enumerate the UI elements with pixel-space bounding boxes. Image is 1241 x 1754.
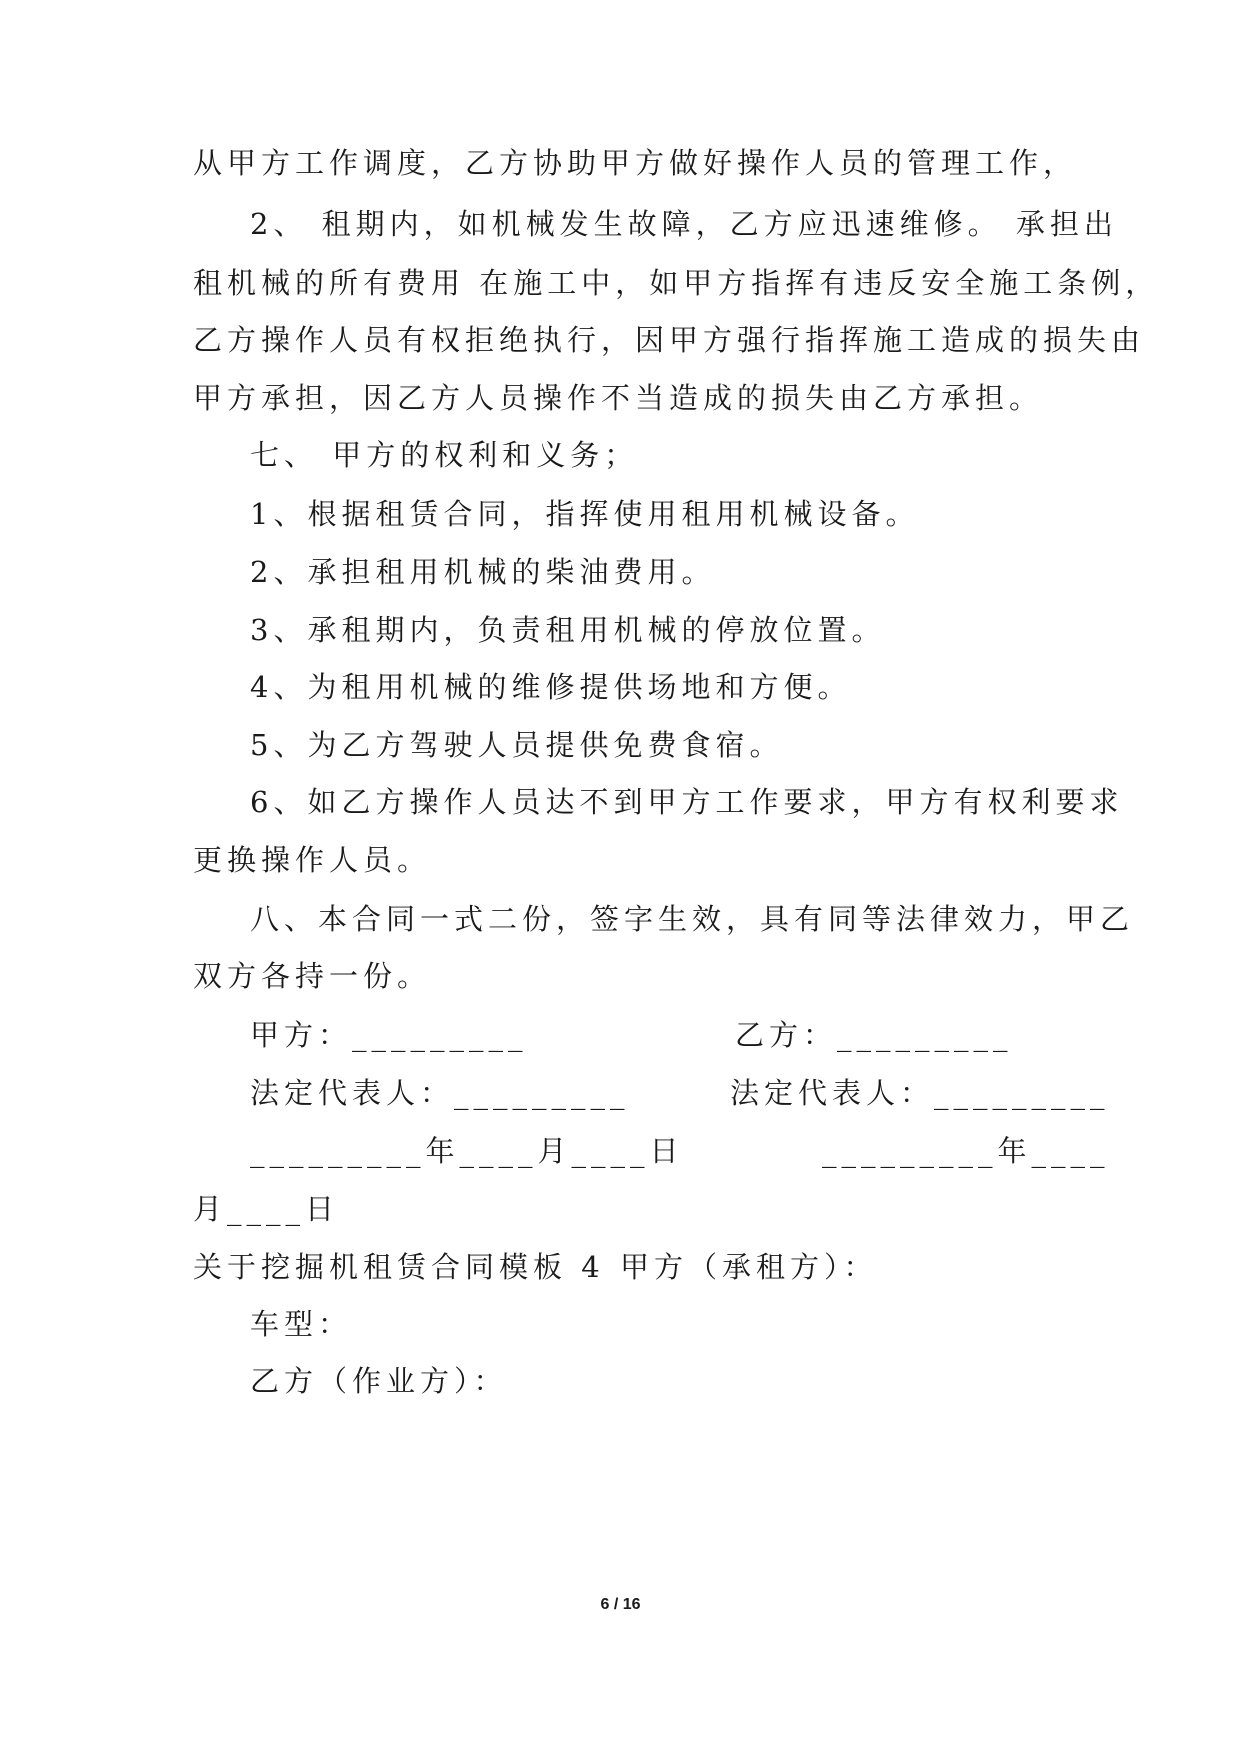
party-b-label: 乙方（作业方）： [250, 1364, 508, 1398]
list-item: 6、如乙方操作人员达不到甲方工作要求，甲方有权利要求 [250, 785, 1124, 819]
party-b-date-continued: 月____日 [193, 1192, 340, 1226]
list-item: 2、承担租用机械的柴油费用。 [250, 555, 716, 589]
list-item: 3、承租期内，负责租用机械的停放位置。 [250, 613, 886, 647]
list-item: 4、为租用机械的维修提供场地和方便。 [250, 670, 852, 704]
section-heading: 七、 甲方的权利和义务； [250, 438, 639, 472]
text-line: 甲方承担，因乙方人员操作不当造成的损失由乙方承担。 [193, 381, 1044, 415]
text-line: 更换操作人员。 [193, 843, 432, 877]
party-b-signature: 乙方：_________ [735, 1018, 1013, 1052]
text-line: 乙方操作人员有权拒绝执行，因甲方强行指挥施工造成的损失由 [193, 323, 1146, 357]
text-line: 双方各持一份。 [193, 959, 432, 993]
text-line: 2、 租期内，如机械发生故障，乙方应迅速维修。 承担出 [250, 207, 1118, 241]
party-b-representative: 法定代表人：_________ [730, 1076, 1110, 1110]
list-item: 5、为乙方驾驶人员提供免费食宿。 [250, 728, 784, 762]
party-b-date: _________年____ [822, 1134, 1110, 1168]
party-a-signature: 甲方：_________ [250, 1018, 528, 1052]
page-number: 6 / 16 [600, 1596, 641, 1613]
vehicle-type-label: 车型： [250, 1307, 353, 1341]
party-a-date: _________年____月____日 [250, 1134, 684, 1168]
list-item: 1、根据租赁合同，指挥使用租用机械设备。 [250, 497, 920, 531]
party-a-label: 甲方（承租方）： [620, 1250, 878, 1284]
party-a-representative: 法定代表人：_________ [250, 1076, 630, 1110]
text-line: 从甲方工作调度，乙方协助甲方做好操作人员的管理工作， [193, 146, 1078, 180]
text-line: 租机械的所有费用 在施工中，如甲方指挥有违反安全施工条例， [193, 266, 1160, 300]
template-heading: 关于挖掘机租赁合同模板 4 [193, 1250, 605, 1284]
text-line: 八、本合同一式二份，签字生效，具有同等法律效力，甲乙 [250, 902, 1135, 936]
